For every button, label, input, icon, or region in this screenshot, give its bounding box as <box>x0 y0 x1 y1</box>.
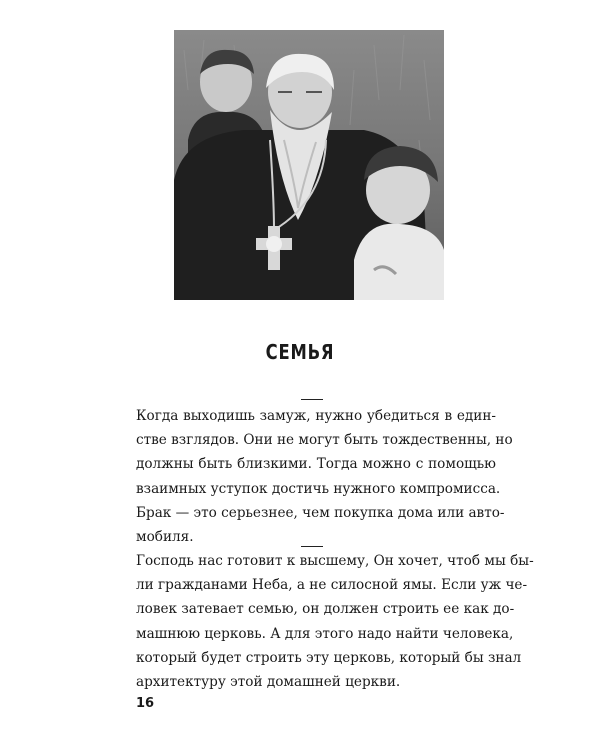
text-line: Брак — это серьезнее, чем покупка дома или авто- <box>136 504 505 521</box>
text-line: мобиля. <box>136 529 194 546</box>
paragraph <box>136 404 513 549</box>
chapter-title: СЕМЬЯ <box>265 340 335 364</box>
text-line: стве взглядов. Они не могут быть тождественны, но <box>136 432 513 449</box>
text-line: взаимных уступок достичь нужного компромисса. <box>136 480 501 497</box>
text-line: Господь нас готовит к высшему, Он хочет, чтоб мы бы- <box>136 553 534 569</box>
text-line: который будет строить эту церковь, который бы знал <box>136 649 522 666</box>
text-line: должны быть близкими. Тогда можно с помощью <box>136 456 496 473</box>
text-line: машнюю церковь. А для этого надо найти человека, <box>136 625 514 642</box>
paragraph <box>136 549 534 694</box>
section-divider <box>301 399 323 400</box>
photo-priest-with-children <box>174 30 444 300</box>
page-number: 16 <box>136 696 155 711</box>
text-line: Когда выходишь замуж, нужно убедиться в един- <box>136 408 496 424</box>
section-divider <box>301 546 323 547</box>
text-line: ловек затевает семью, он должен строить ее как до- <box>136 601 515 618</box>
text-line: архитектуру этой домашней церкви. <box>136 674 401 691</box>
text-line: ли гражданами Неба, а не силосной ямы. Если уж че- <box>136 577 528 594</box>
